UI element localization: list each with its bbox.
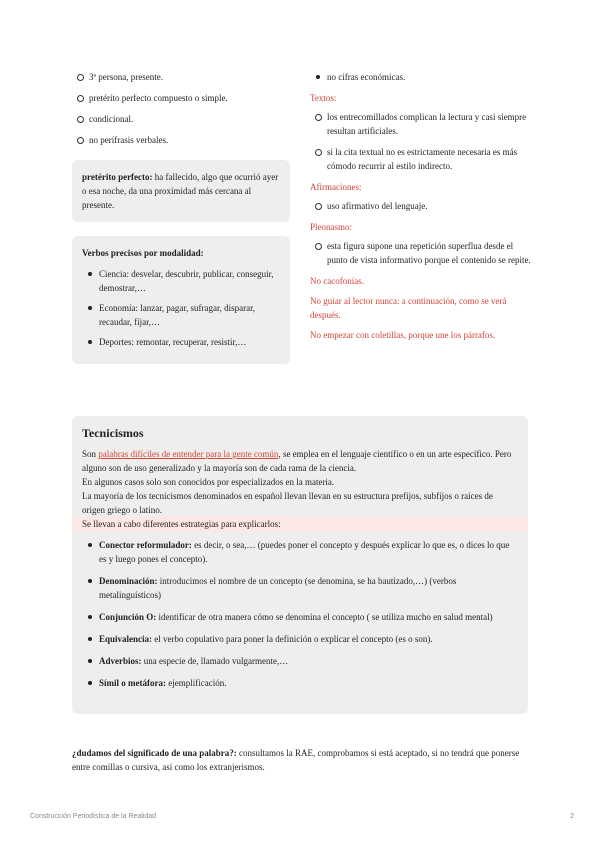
tecnicismos-title: Tecnicismos [82, 426, 144, 440]
footer-title: Construcción Periodística de la Realidad [30, 813, 157, 820]
tecnicismos-link[interactable]: palabras difíciles de entender para la gente común [98, 449, 279, 459]
page-footer [30, 810, 574, 824]
list-item: Deportes: remontar, recuperar, resistir,… [82, 335, 280, 349]
afirmaciones-label: Afirmaciones: [310, 182, 362, 192]
verbos-list [82, 267, 280, 349]
no-coletillas: No empezar con coletillas, porque une los párrafos. [310, 330, 496, 340]
item-term: Conector reformulador: [99, 540, 192, 550]
item-term: Denominación: [99, 576, 158, 586]
item-text: una especie de, llamado vulgarmente,… [141, 656, 289, 666]
cifras-list [310, 70, 532, 84]
tecnicismos-box [72, 416, 528, 714]
text-span: , se emplea en el lenguaje científico o en un arte específico. Pero alguno son de uso generalizado y la mayoría son de cada rama de la ciencia. [82, 449, 512, 473]
preterito-term: pretérito perfecto: [82, 172, 153, 182]
list-item: los entrecomillados complican la lectura y casi siempre resultan artificiales. [310, 110, 532, 138]
no-guiar-lector: No guiar al lector nunca: a continuación, como se verá después. [310, 296, 507, 320]
item-text: introducimos el nombre de un concepto (se denomina, se ha bautizado,…) (verbos metalinguísticos) [99, 576, 457, 600]
page-number: 2 [570, 813, 574, 820]
rae-question-paragraph [72, 746, 528, 774]
left-column [72, 70, 292, 154]
item-term: Equivalencia: [99, 634, 153, 644]
list-item [82, 632, 518, 646]
textos-label: Textos: [310, 93, 337, 103]
item-term: Adverbios: [99, 656, 142, 666]
list-item: 3ª persona, presente. [72, 70, 292, 84]
item-term: Símil o metáfora: [99, 678, 166, 688]
list-item [82, 676, 518, 690]
item-text: el verbo copulativo para poner la definición o explicar el concepto (es o son). [152, 634, 433, 644]
list-item: si la cita textual no es estrictamente necesaria es más cómodo recurrir al estilo indirecto. [310, 145, 532, 173]
item-text: es decir, o sea,… (puedes poner el concepto y después explicar lo que es, o dices lo que es y luego pones el concepto). [99, 540, 510, 564]
tecnicismos-highlight: Se llevan a cabo diferentes estrategias para explicarlos: [72, 517, 528, 531]
list-item: esta figura supone una repetición superflua desde el punto de vista informativo porque el contenido se repite. [310, 239, 532, 267]
list-item: pretérito perfecto compuesto o simple. [72, 91, 292, 105]
list-item: Economía: lanzar, pagar, sufragar, disparar, recaudar, fijar,… [82, 301, 280, 329]
item-text: identificar de otra manera cómo se denomina el concepto ( se utiliza mucho en salud mental) [156, 612, 493, 622]
preterito-perfecto-box [72, 160, 290, 222]
item-text: ejemplificación. [165, 678, 227, 688]
estrategias-list [82, 538, 518, 690]
question-text: consultamos la RAE, comprobamos si está aceptado, si no tendrá que ponerse entre comillas o cursiva, así como los extranjerismos. [72, 748, 520, 772]
list-item: Ciencia: desvelar, descubrir, publicar, conseguir, demostrar,… [82, 267, 280, 295]
verbos-precisos-box [72, 236, 290, 364]
textos-list [310, 110, 532, 173]
list-item: uso afirmativo del lenguaje. [310, 199, 532, 213]
list-item [82, 654, 518, 668]
no-cacofonias: No cacofonías. [310, 276, 364, 286]
verbos-title: Verbos precisos por modalidad: [82, 248, 204, 258]
tecnicismos-paragraph: La mayoría de los tecnicismos denominados en español llevan llevan en su estructura prefijos, subfijos o raíces de origen griego o latino. [82, 491, 493, 515]
tecnicismos-paragraph [82, 447, 518, 475]
preterito-text: ha fallecido, algo que ocurrió ayer o esa noche, da una proximidad más cercana al presente. [82, 172, 279, 210]
list-item [82, 538, 518, 566]
pleonasmo-label: Pleonasmo: [310, 222, 352, 232]
list-item: no perífrasis verbales. [72, 133, 292, 147]
afirmaciones-list [310, 199, 532, 213]
list-item: no cifras económicas. [310, 70, 532, 84]
tecnicismos-paragraph: En algunos casos solo son conocidos por especializados en la materia. [82, 477, 335, 487]
list-item: condicional. [72, 112, 292, 126]
verb-tense-list [72, 70, 292, 147]
list-item [82, 610, 518, 624]
pleonasmo-list [310, 239, 532, 267]
question-term: ¿dudamos del significado de una palabra?: [72, 748, 237, 758]
list-item [82, 574, 518, 602]
text-span: Son [82, 449, 99, 459]
right-column [310, 70, 532, 348]
item-term: Conjunción O: [99, 612, 157, 622]
